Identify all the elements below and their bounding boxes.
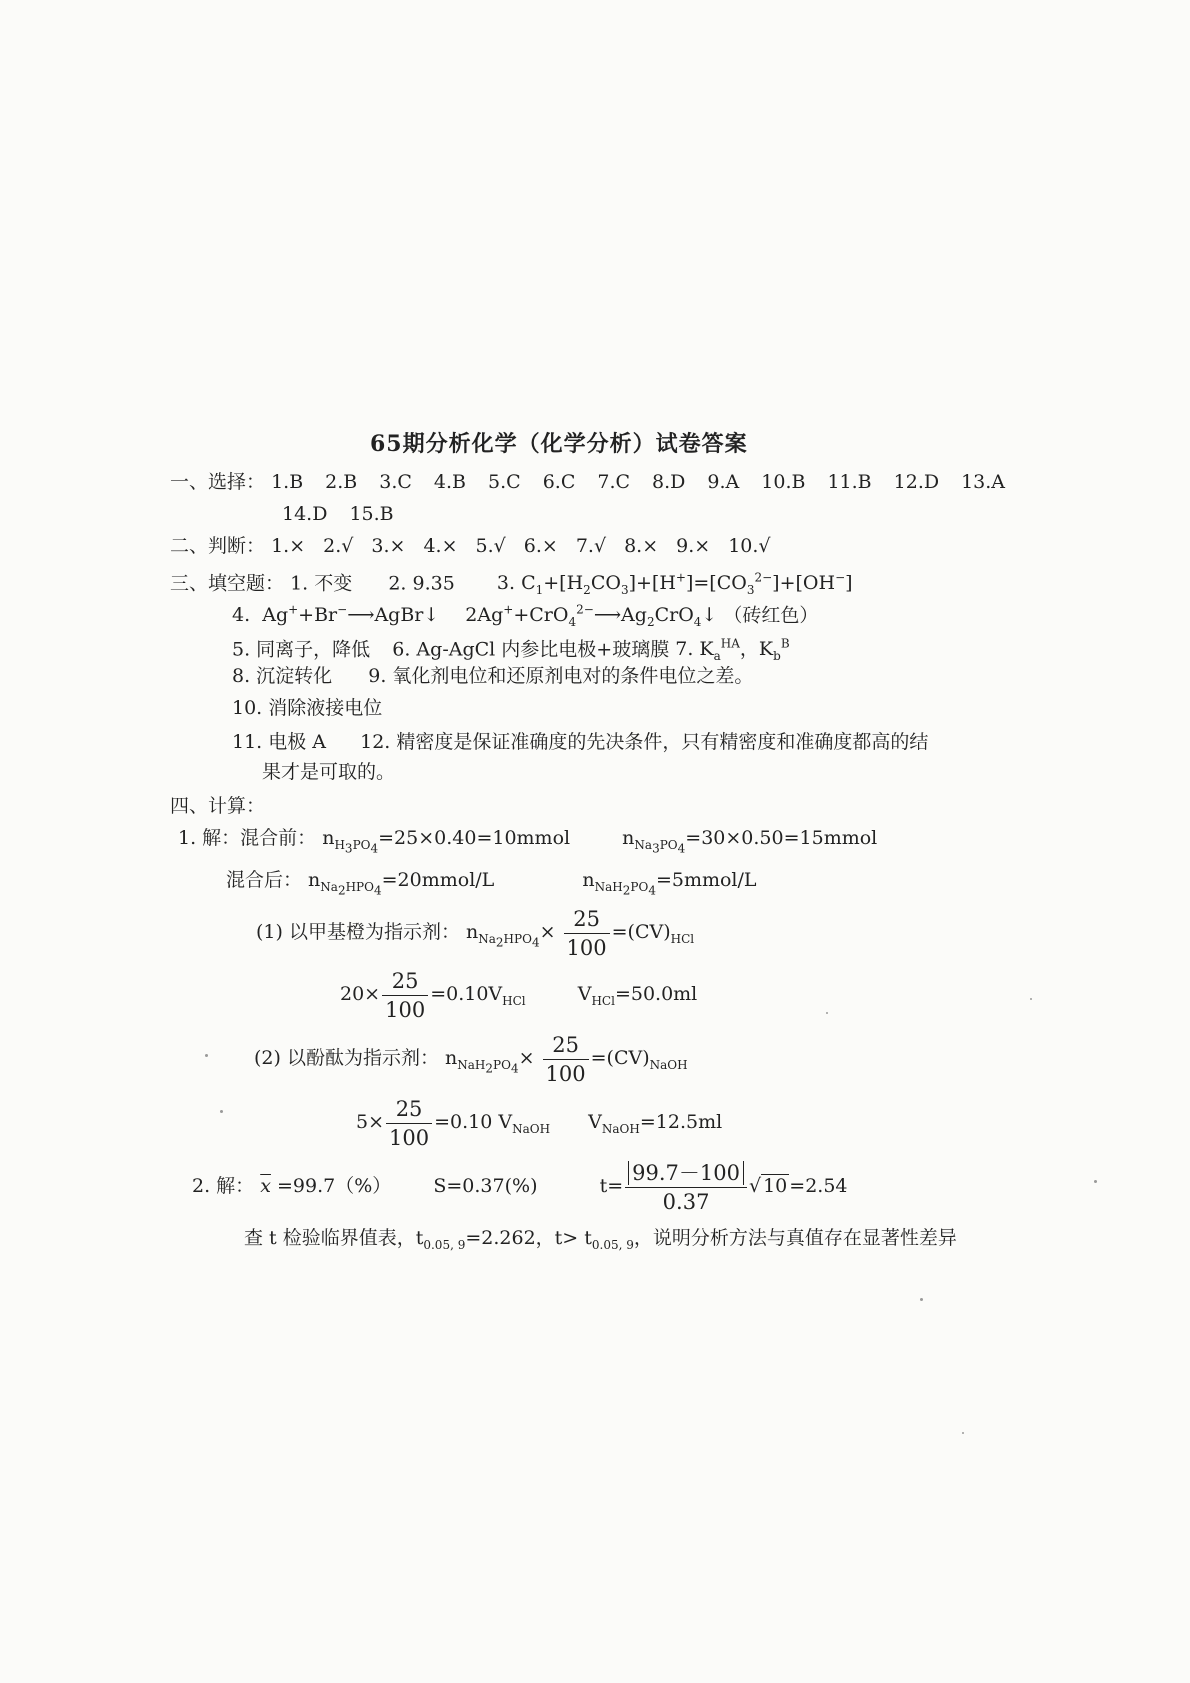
choice-answer: 4.B xyxy=(433,471,467,493)
choice-answer: 1.B xyxy=(271,471,304,493)
fill-answer-10: 10. 消除液接电位 xyxy=(232,697,383,719)
choice-answer: 2.B xyxy=(325,471,358,493)
fill-answer-8: 8. 沉淀转化 xyxy=(232,665,333,687)
calc-1-part-2: (2) 以酚酞为指示剂： $n_{NaH_2PO_4}\times$ $\frac{25}{100}$ $=(CV)_{NaOH}$ xyxy=(254,1032,688,1086)
calc-1-line-2: 混合后： $n_{Na_2HPO_4}=20mmol/L$ $n_{NaH_2PO_4}=5mmol/L$ xyxy=(226,869,757,898)
fill-answer-1: 1. 不变 xyxy=(290,572,353,595)
scan-speck xyxy=(1094,1180,1097,1183)
choice-answer: 3.C xyxy=(379,471,412,493)
fill-answer-12-continued: 果才是可取的。 xyxy=(262,761,396,783)
section-3-label: 三、填空题： xyxy=(170,572,285,595)
judge-answer: 9.× xyxy=(676,535,711,557)
judge-answer: 7.√ xyxy=(575,535,607,557)
judge-answer: 2.√ xyxy=(323,535,354,557)
fill-answer-3: 3. $C_1+[H_2CO_3]+[H^+]=[CO_3^{2-}]+[OH^-]$ xyxy=(496,571,853,598)
fraction-25-100: $\frac{25}{100}$ xyxy=(386,1095,432,1152)
page-title: 65期分析化学（化学分析）试卷答案 xyxy=(370,431,748,457)
judge-answer: 1.× xyxy=(271,535,306,557)
scan-speck xyxy=(1030,998,1032,1000)
t-fraction: $\frac{99.7-100}{0.37}$ xyxy=(625,1159,747,1216)
judge-answer: 8.× xyxy=(624,535,659,557)
scan-speck xyxy=(205,1054,208,1057)
choice-answer: 9.A xyxy=(707,471,740,493)
section-3-line-6 xyxy=(232,730,928,754)
section-1-line-1 xyxy=(170,470,1027,494)
section-1-answers-continued xyxy=(282,503,416,525)
calc-1-part-1-result: 20× $\frac{25}{100}$ $=0.10V_{HCl}$ $V_{HCl}=50.0ml$ xyxy=(340,968,698,1022)
section-3-line-1 xyxy=(170,566,853,602)
judge-answer: 5.√ xyxy=(475,535,506,557)
fill-answer-9: 9. 氧化剂电位和还原剂电对的条件电位之差。 xyxy=(368,665,754,687)
fill-answer-11: 11. 电极 A xyxy=(232,731,327,753)
calc-2-conclusion: 查 t 检验临界值表，$t_{0.05, 9}=2.262$，$t> t_{0.05, 9}$，说明分析方法与真值存在显著性差异 xyxy=(244,1227,957,1252)
scan-speck xyxy=(826,1012,828,1014)
judge-answer: 10.√ xyxy=(728,535,771,557)
calc-1-line-1: 1. 解：混合前： $n_{H_3PO_4}=25\times 0.40=10mmol$ $n_{Na_3PO_4}=30\times 0.50=15mmol$ xyxy=(178,827,878,856)
calc-1-part-1: (1) 以甲基橙为指示剂： $n_{Na_2HPO_4}\times$ $\frac{25}{100}$ $=(CV)_{HCl}$ xyxy=(256,906,695,960)
fill-answer-5: 5. 同离子，降低 xyxy=(232,638,371,661)
calc-2-line-1: 2. 解： $\overline{x} =99.7(\%)$ S=0.37(%) t= $\frac{99.7-100}{0.37}$ √ 10 =2.54 xyxy=(192,1158,848,1216)
fraction-25-100: $\frac{25}{100}$ xyxy=(382,967,428,1024)
calc-1-label: 1. 解：混合前： xyxy=(178,827,317,849)
fill-answer-4: 4. Ag++Br−⟶AgBr↓ $2Ag^++CrO_4^{2-}⟶Ag_2CrO_4↓$ xyxy=(232,603,718,630)
choice-answer: 14.D xyxy=(282,503,328,525)
section-3-line-4 xyxy=(232,664,753,688)
fill-answer-2: 2. 9.35 xyxy=(388,572,455,595)
section-2-line xyxy=(170,534,789,558)
section-2-answers xyxy=(271,535,788,557)
fill-answer-12: 12. 精密度是保证准确度的先决条件，只有精密度和准确度都高的结 xyxy=(360,731,929,753)
fraction-25-100: $\frac{25}{100}$ xyxy=(543,1031,589,1088)
section-2-label: 二、判断： xyxy=(170,535,266,557)
choice-answer: 6.C xyxy=(542,471,576,493)
choice-answer: 8.D xyxy=(652,471,686,493)
choice-answer: 5.C xyxy=(488,471,521,493)
section-1-answers xyxy=(271,471,1027,493)
section-1-label: 一、选择： xyxy=(170,471,266,493)
scan-speck xyxy=(962,1432,964,1434)
calc-1-part-2-result: 5× $\frac{25}{100}$ =0.10 $V_{NaOH}$ $V_{NaOH}=12.5ml$ xyxy=(356,1096,723,1150)
calc-2-label: 2. 解： xyxy=(192,1175,255,1197)
judge-answer: 4.× xyxy=(423,535,458,557)
section-3-line-2 xyxy=(232,598,818,634)
choice-answer: 7.C xyxy=(597,471,631,493)
section-4-label: 四、计算： xyxy=(170,795,266,817)
choice-answer: 10.B xyxy=(761,471,806,493)
judge-answer: 6.× xyxy=(523,535,558,557)
choice-answer: 11.B xyxy=(827,471,872,493)
fraction-25-100: $\frac{25}{100}$ xyxy=(564,905,610,962)
choice-answer: 13.A xyxy=(961,471,1006,493)
fill-answer-4-note: （砖红色） xyxy=(723,604,819,627)
sqrt-10: √ 10 xyxy=(748,1175,788,1197)
scan-speck xyxy=(920,1298,923,1301)
fill-answer-7: 7. $K_a^{HA}$，$K_b^B$ xyxy=(675,637,790,664)
judge-answer: 3.× xyxy=(371,535,406,557)
choice-answer: 12.D xyxy=(893,471,940,493)
section-1-line-2 xyxy=(282,502,416,526)
section-3-line-3 xyxy=(232,632,790,668)
choice-answer: 15.B xyxy=(349,503,394,525)
fill-answer-6: 6. Ag-AgCl 内参比电极+玻璃膜 xyxy=(392,638,670,661)
scan-speck xyxy=(220,1110,223,1113)
